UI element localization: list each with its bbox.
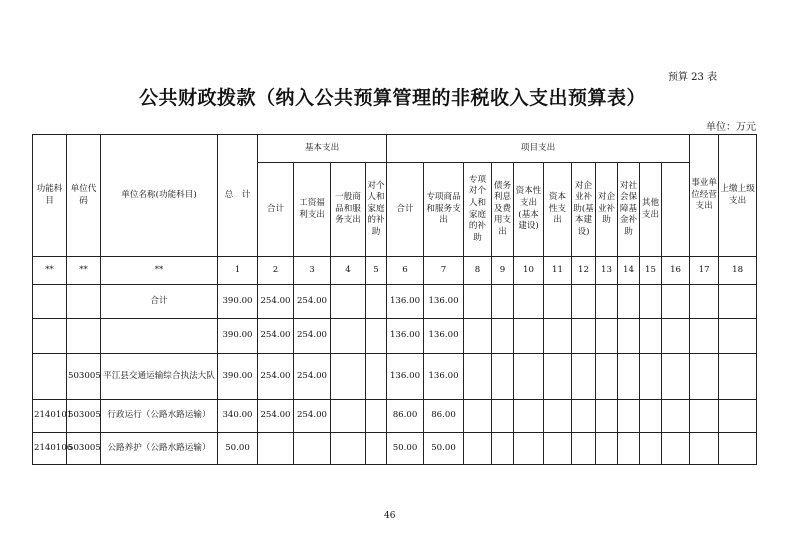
empty-cell [640,319,662,354]
empty-cell [514,285,544,319]
index-cell: 5 [366,257,387,285]
func-code-cell: 2140106 [33,433,67,465]
total-cell: 390.00 [218,319,258,354]
header-func-code: 功能科目 [33,135,67,257]
table-row [33,354,757,400]
header-unit-code: 单位代码 [67,135,101,257]
index-cell: 2 [258,257,294,285]
header-proj-capital-construction: 资本性支出(基本建设) [514,163,544,257]
header-proj-social: 对社会保障基金补助 [618,163,640,257]
empty-cell [618,285,640,319]
empty-cell [464,354,492,400]
total-cell: 50.00 [218,433,258,465]
proj-goods-cell: 136.00 [424,319,464,354]
proj-goods-cell: 86.00 [424,400,464,433]
unit-name-cell: 平江县交通运输综合执法大队 [101,354,218,400]
empty-cell [719,433,757,465]
page-number: 46 [384,511,396,521]
empty-cell [596,433,618,465]
empty-cell [572,400,596,433]
empty-cell [618,400,640,433]
basic-subtotal-cell: 254.00 [258,285,294,319]
header-row-1 [33,135,757,163]
index-cell: 9 [492,257,514,285]
empty-cell [492,354,514,400]
proj-subtotal-cell: 136.00 [387,285,424,319]
header-proj-capital: 资本性支出 [544,163,572,257]
empty-cell [514,319,544,354]
empty-cell [719,319,757,354]
page-title: 公共财政拨款（纳入公共预算管理的非税收入支出预算表） [138,87,646,109]
basic-salary-cell: 254.00 [294,319,331,354]
unit-name-cell: 合计 [101,285,218,319]
empty-cell [640,400,662,433]
header-remit-up: 上缴上级支出 [719,135,757,257]
basic-salary-cell: 254.00 [294,354,331,400]
index-cell: 14 [618,257,640,285]
basic-salary-cell: 254.00 [294,400,331,433]
index-cell: 4 [331,257,366,285]
header-proj-other: 其他支出 [640,163,662,257]
header-proj-enterprise-construction: 对企业补助(基本建设) [572,163,596,257]
index-cell: 10 [514,257,544,285]
index-cell: 18 [719,257,757,285]
header-proj-subtotal: 合计 [387,163,424,257]
empty-cell [719,354,757,400]
unit-name-cell: 公路养护（公路水路运输） [101,433,218,465]
empty-cell [596,319,618,354]
header-proj-personal: 专项对个人和家庭的补助 [464,163,492,257]
empty-cell [464,285,492,319]
empty-cell [572,319,596,354]
budget-table [32,134,757,465]
empty-cell [464,433,492,465]
proj-goods-cell: 50.00 [424,433,464,465]
proj-subtotal-cell: 136.00 [387,319,424,354]
empty-cell [690,354,719,400]
func-code-cell [33,319,67,354]
empty-cell [331,319,366,354]
header-project: 项目支出 [387,135,690,163]
func-code-cell: 2140101 [33,400,67,433]
basic-salary-cell [294,433,331,465]
empty-cell [618,354,640,400]
unit-code-cell: 503005 [67,354,101,400]
unit-code-cell: 503005 [67,433,101,465]
index-cell: ** [67,257,101,285]
index-row [33,257,757,285]
proj-goods-cell: 136.00 [424,354,464,400]
header-basic-subtotal: 合计 [258,163,294,257]
index-cell: 16 [662,257,690,285]
func-code-cell [33,285,67,319]
table-row [33,433,757,465]
header-basic: 基本支出 [258,135,387,163]
index-cell: 6 [387,257,424,285]
index-cell: 11 [544,257,572,285]
empty-cell [514,354,544,400]
empty-cell [690,319,719,354]
empty-cell [544,400,572,433]
basic-subtotal-cell: 254.00 [258,354,294,400]
empty-cell [492,319,514,354]
empty-cell [544,354,572,400]
index-cell: ** [101,257,218,285]
unit-label: 单位：万元 [706,122,756,133]
header-proj-debt: 债务利息及费用支出 [492,163,514,257]
index-cell: 15 [640,257,662,285]
empty-cell [662,285,690,319]
empty-cell [514,433,544,465]
unit-code-cell [67,319,101,354]
empty-cell [719,285,757,319]
index-cell: 1 [218,257,258,285]
empty-cell [662,319,690,354]
empty-cell [331,285,366,319]
empty-cell [492,285,514,319]
empty-cell [662,433,690,465]
total-cell: 390.00 [218,285,258,319]
empty-cell [662,400,690,433]
header-basic-personal: 对个人和家庭的补助 [366,163,387,257]
empty-cell [514,400,544,433]
empty-cell [640,285,662,319]
header-basic-salary: 工资福利支出 [294,163,331,257]
unit-name-cell [101,319,218,354]
unit-code-cell [67,285,101,319]
empty-cell [690,433,719,465]
empty-cell [492,433,514,465]
empty-cell [719,400,757,433]
header-total: 总 计 [218,135,258,257]
basic-subtotal-cell: 254.00 [258,400,294,433]
proj-subtotal-cell: 136.00 [387,354,424,400]
empty-cell [618,433,640,465]
empty-cell [366,400,387,433]
empty-cell [331,400,366,433]
unit-code-cell: 503005 [67,400,101,433]
empty-cell [366,354,387,400]
empty-cell [572,354,596,400]
index-cell: 7 [424,257,464,285]
empty-cell [366,285,387,319]
basic-subtotal-cell [258,433,294,465]
proj-subtotal-cell: 86.00 [387,400,424,433]
header-biz-unit: 事业单位经营支出 [690,135,719,257]
empty-cell [331,354,366,400]
total-cell: 390.00 [218,354,258,400]
empty-cell [618,319,640,354]
header-unit-name: 单位名称(功能科目) [101,135,218,257]
empty-cell [572,433,596,465]
empty-cell [572,285,596,319]
empty-cell [544,319,572,354]
proj-subtotal-cell: 50.00 [387,433,424,465]
empty-cell [544,285,572,319]
empty-cell [662,354,690,400]
index-cell: 3 [294,257,331,285]
index-cell: 12 [572,257,596,285]
unit-name-cell: 行政运行（公路水路运输） [101,400,218,433]
table-row [33,400,757,433]
func-code-cell [33,354,67,400]
header-proj-goods: 专项商品和服务支出 [424,163,464,257]
empty-cell [492,400,514,433]
index-cell: 13 [596,257,618,285]
index-cell: ** [33,257,67,285]
empty-cell [596,285,618,319]
empty-cell [366,319,387,354]
empty-cell [331,433,366,465]
empty-cell [464,319,492,354]
total-cell: 340.00 [218,400,258,433]
table-row [33,319,757,354]
empty-cell [596,354,618,400]
empty-cell [464,400,492,433]
empty-cell [640,354,662,400]
empty-cell [640,433,662,465]
form-number: 预算 23 表 [668,72,718,83]
index-cell: 8 [464,257,492,285]
empty-cell [690,285,719,319]
basic-subtotal-cell: 254.00 [258,319,294,354]
basic-salary-cell: 254.00 [294,285,331,319]
header-proj-enterprise: 对企业补助 [596,163,618,257]
header-basic-goods: 一般商品和服务支出 [331,163,366,257]
index-cell: 17 [690,257,719,285]
empty-cell [596,400,618,433]
table-row [33,285,757,319]
empty-cell [690,400,719,433]
proj-goods-cell: 136.00 [424,285,464,319]
empty-cell [544,433,572,465]
empty-cell [366,433,387,465]
